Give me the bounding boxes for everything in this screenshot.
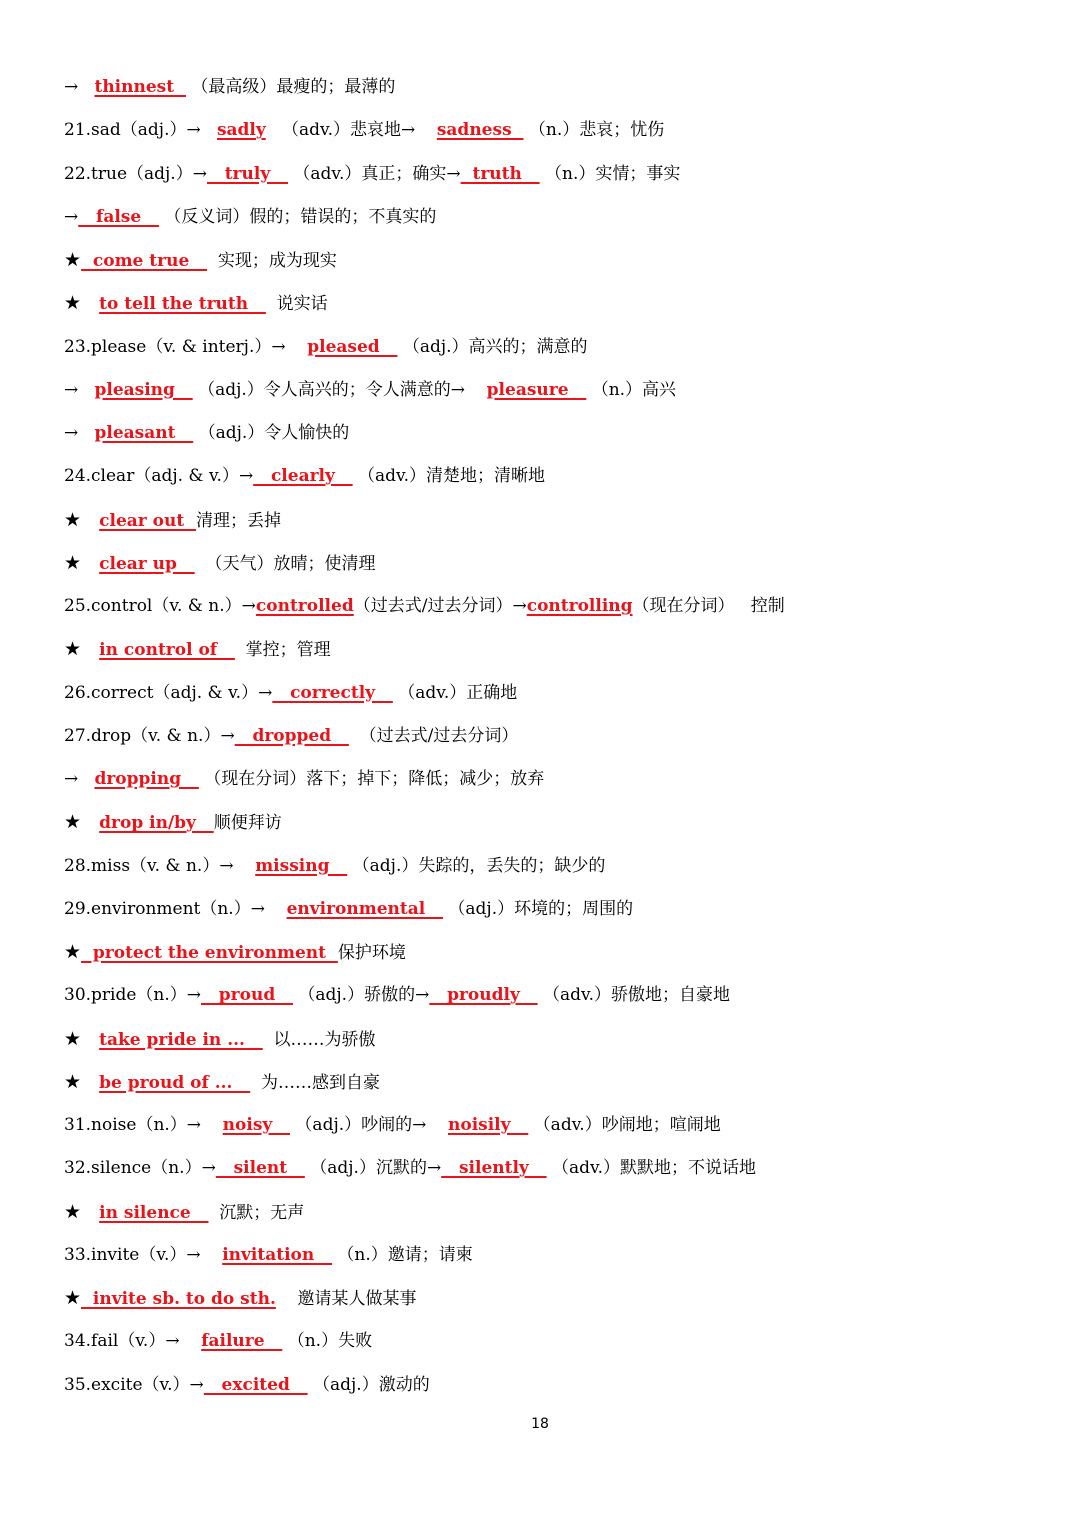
line-text: （天气）放晴；使清理 [194, 553, 376, 574]
line-text: （现在分词） 控制 [632, 596, 785, 616]
star-marker: ★ [64, 638, 100, 661]
line-text: 31.noise（n.）→ [64, 1115, 223, 1135]
line-text: （n.）失败 [282, 1331, 373, 1352]
line-text: （n.）悲哀；忧伤 [523, 120, 665, 141]
line-text: 保护环境 [337, 943, 406, 963]
line-text: （adv.）默默地；不说话地 [546, 1158, 756, 1179]
vocab-line [64, 851, 605, 881]
line-text: 23.please（v. & interj.）→ [64, 336, 308, 357]
star-marker: ★ [64, 292, 100, 315]
line-text: 说实话 [265, 294, 328, 315]
vocab-line [64, 202, 436, 232]
vocab-line [64, 505, 281, 535]
answer-text: to tell the truth [99, 294, 266, 315]
line-text: → [64, 206, 79, 227]
line-text: 35.excite（v.）→ [64, 1374, 204, 1395]
star-marker: ★ [64, 508, 100, 531]
star-marker: ★ [64, 1070, 100, 1093]
answer-text: dropping [94, 769, 199, 789]
vocab-line [64, 548, 376, 578]
line-text: （adv.）吵闹地；喧闹地 [528, 1115, 721, 1135]
vocab-line [64, 375, 676, 405]
answer-text: pleasing [94, 379, 193, 400]
vocab-line [64, 721, 518, 751]
vocab-line [64, 1110, 721, 1140]
line-text: （最高级）最瘦的；最薄的 [185, 77, 396, 97]
line-text: 清理；丢掉 [196, 510, 282, 531]
line-text: （n.）高兴 [586, 379, 677, 400]
answer-text: come true [81, 251, 208, 271]
answer-text: dropped [234, 725, 349, 746]
answer-text: missing [255, 855, 348, 876]
vocab-line [64, 937, 406, 967]
answer-text: environmental [286, 898, 443, 919]
line-text: → [64, 379, 95, 400]
star-marker: ★ [64, 811, 100, 834]
line-text: （adj.）沉默的→ [304, 1158, 442, 1179]
answer-text: invitation [222, 1244, 333, 1265]
line-text: 25.control（v. & n.）→ [64, 596, 256, 616]
vocab-line [64, 1153, 756, 1183]
line-text: （adj.）失踪的，丢失的；缺少的 [347, 855, 606, 876]
answer-text: silent [215, 1158, 305, 1179]
line-text: （adj.）吵闹的→ [290, 1115, 448, 1135]
page-number: 18 [531, 1416, 549, 1432]
vocab-line [64, 1326, 372, 1356]
line-text: （adj.）令人愉快的 [193, 423, 350, 443]
vocab-line [64, 764, 544, 794]
vocab-line [64, 591, 785, 621]
line-text: 以……为骄傲 [262, 1029, 376, 1050]
line-text: 邀请某人做某事 [275, 1289, 417, 1309]
answer-text: in control of [99, 640, 235, 661]
line-text: 32.silence（n.）→ [64, 1158, 216, 1179]
line-text: （adv.）真正；确实→ [287, 163, 461, 184]
star-marker: ★ [64, 941, 82, 963]
line-text: （adj.）激动的 [307, 1374, 430, 1395]
answer-text: clear out [99, 510, 197, 531]
line-text: 29.environment（n.）→ [64, 898, 287, 919]
vocab-line [64, 678, 517, 708]
answer-text: pleasure [486, 379, 587, 400]
vocab-line [64, 1024, 376, 1054]
line-text: 28.miss（v. & n.）→ [64, 855, 256, 876]
line-text: （adj.）环境的；周围的 [443, 898, 634, 919]
line-text: 21.sad（adj.）→ [64, 120, 217, 141]
vocab-line [64, 332, 588, 362]
answer-text: correctly [272, 682, 393, 703]
vocab-line [64, 418, 349, 448]
line-text: （n.）邀请；请柬 [332, 1244, 473, 1265]
line-text: 沉默；无声 [208, 1202, 305, 1223]
line-text: （adj.）骄傲的→ [292, 985, 430, 1006]
answer-text: clearly [253, 466, 353, 487]
star-marker: ★ [64, 249, 82, 271]
vocab-line [64, 894, 633, 924]
answer-text: sadly [216, 120, 266, 141]
vocab-line [64, 245, 337, 275]
vocab-line [64, 1067, 380, 1097]
line-text: 30.pride（n.）→ [64, 985, 202, 1006]
vocab-line [64, 1240, 473, 1270]
vocab-line [64, 980, 730, 1010]
line-text: （过去式/过去分词）→ [353, 596, 527, 616]
line-text: 22.true（adj.）→ [64, 163, 207, 184]
answer-text: be proud of ... [99, 1072, 251, 1093]
line-text: （adv.）悲哀地→ [265, 120, 437, 141]
answer-text: controlling [526, 596, 633, 616]
answer-text: in silence [99, 1202, 209, 1223]
answer-text: excited [203, 1374, 308, 1395]
line-text: 实现；成为现实 [207, 251, 337, 271]
vocab-line [64, 461, 545, 491]
vocab-line [64, 807, 282, 837]
line-text: 33.invite（v.）→ [64, 1244, 223, 1265]
star-marker: ★ [64, 551, 100, 574]
line-text: （adv.）清楚地；清晰地 [352, 466, 546, 487]
star-marker: ★ [64, 1287, 82, 1309]
answer-text: controlled [255, 596, 354, 616]
star-marker: ★ [64, 1027, 100, 1050]
answer-text: invite sb. to do sth. [81, 1289, 276, 1309]
answer-text: failure [201, 1331, 283, 1352]
answer-text: drop in/by [99, 813, 214, 834]
line-text: 27.drop（v. & n.）→ [64, 725, 235, 746]
answer-text: proudly [429, 985, 538, 1006]
vocab-line [64, 159, 680, 189]
vocab-line [64, 1370, 430, 1400]
line-text: 26.correct（adj. & v.）→ [64, 682, 273, 703]
line-text: 顺便拜访 [213, 813, 282, 834]
answer-text: truly [206, 163, 288, 184]
line-text: → [64, 77, 95, 97]
line-text: （反义词）假的；错误的；不真实的 [158, 206, 437, 227]
answer-text: false [78, 206, 159, 227]
vocab-line [64, 115, 664, 145]
line-text: （现在分词）落下；掉下；降低；减少；放弃 [198, 769, 545, 789]
line-text: 为……感到自豪 [250, 1072, 381, 1093]
line-text: 掌控；管理 [234, 640, 331, 661]
line-text: （过去式/过去分词） [348, 725, 519, 746]
line-text: 24.clear（adj. & v.）→ [64, 466, 254, 487]
line-text: → [64, 769, 95, 789]
line-text: 34.fail（v.）→ [64, 1331, 202, 1352]
answer-text: noisy [222, 1115, 291, 1135]
line-text: （adj.）令人高兴的；令人满意的→ [192, 379, 487, 400]
answer-text: pleased [307, 336, 398, 357]
answer-text: protect the environment [81, 943, 338, 963]
line-text: （adv.）骄傲地；自豪地 [537, 985, 731, 1006]
answer-text: truth [460, 163, 540, 184]
vocab-line [64, 72, 395, 102]
answer-text: thinnest [94, 77, 186, 97]
vocab-line [64, 1283, 417, 1313]
vocab-line [64, 1197, 304, 1227]
answer-text: noisily [448, 1115, 529, 1135]
star-marker: ★ [64, 1200, 100, 1223]
vocab-line [64, 634, 331, 664]
answer-text: take pride in ... [99, 1029, 263, 1050]
line-text: （n.）实情；事实 [539, 163, 681, 184]
line-text: → [64, 423, 95, 443]
line-text: （adv.）正确地 [392, 682, 518, 703]
answer-text: pleasant [94, 423, 194, 443]
line-text: （adj.）高兴的；满意的 [397, 336, 588, 357]
answer-text: silently [441, 1158, 547, 1179]
answer-text: clear up [99, 553, 195, 574]
answer-text: sadness [436, 120, 524, 141]
vocab-line [64, 288, 328, 318]
answer-text: proud [201, 985, 293, 1006]
